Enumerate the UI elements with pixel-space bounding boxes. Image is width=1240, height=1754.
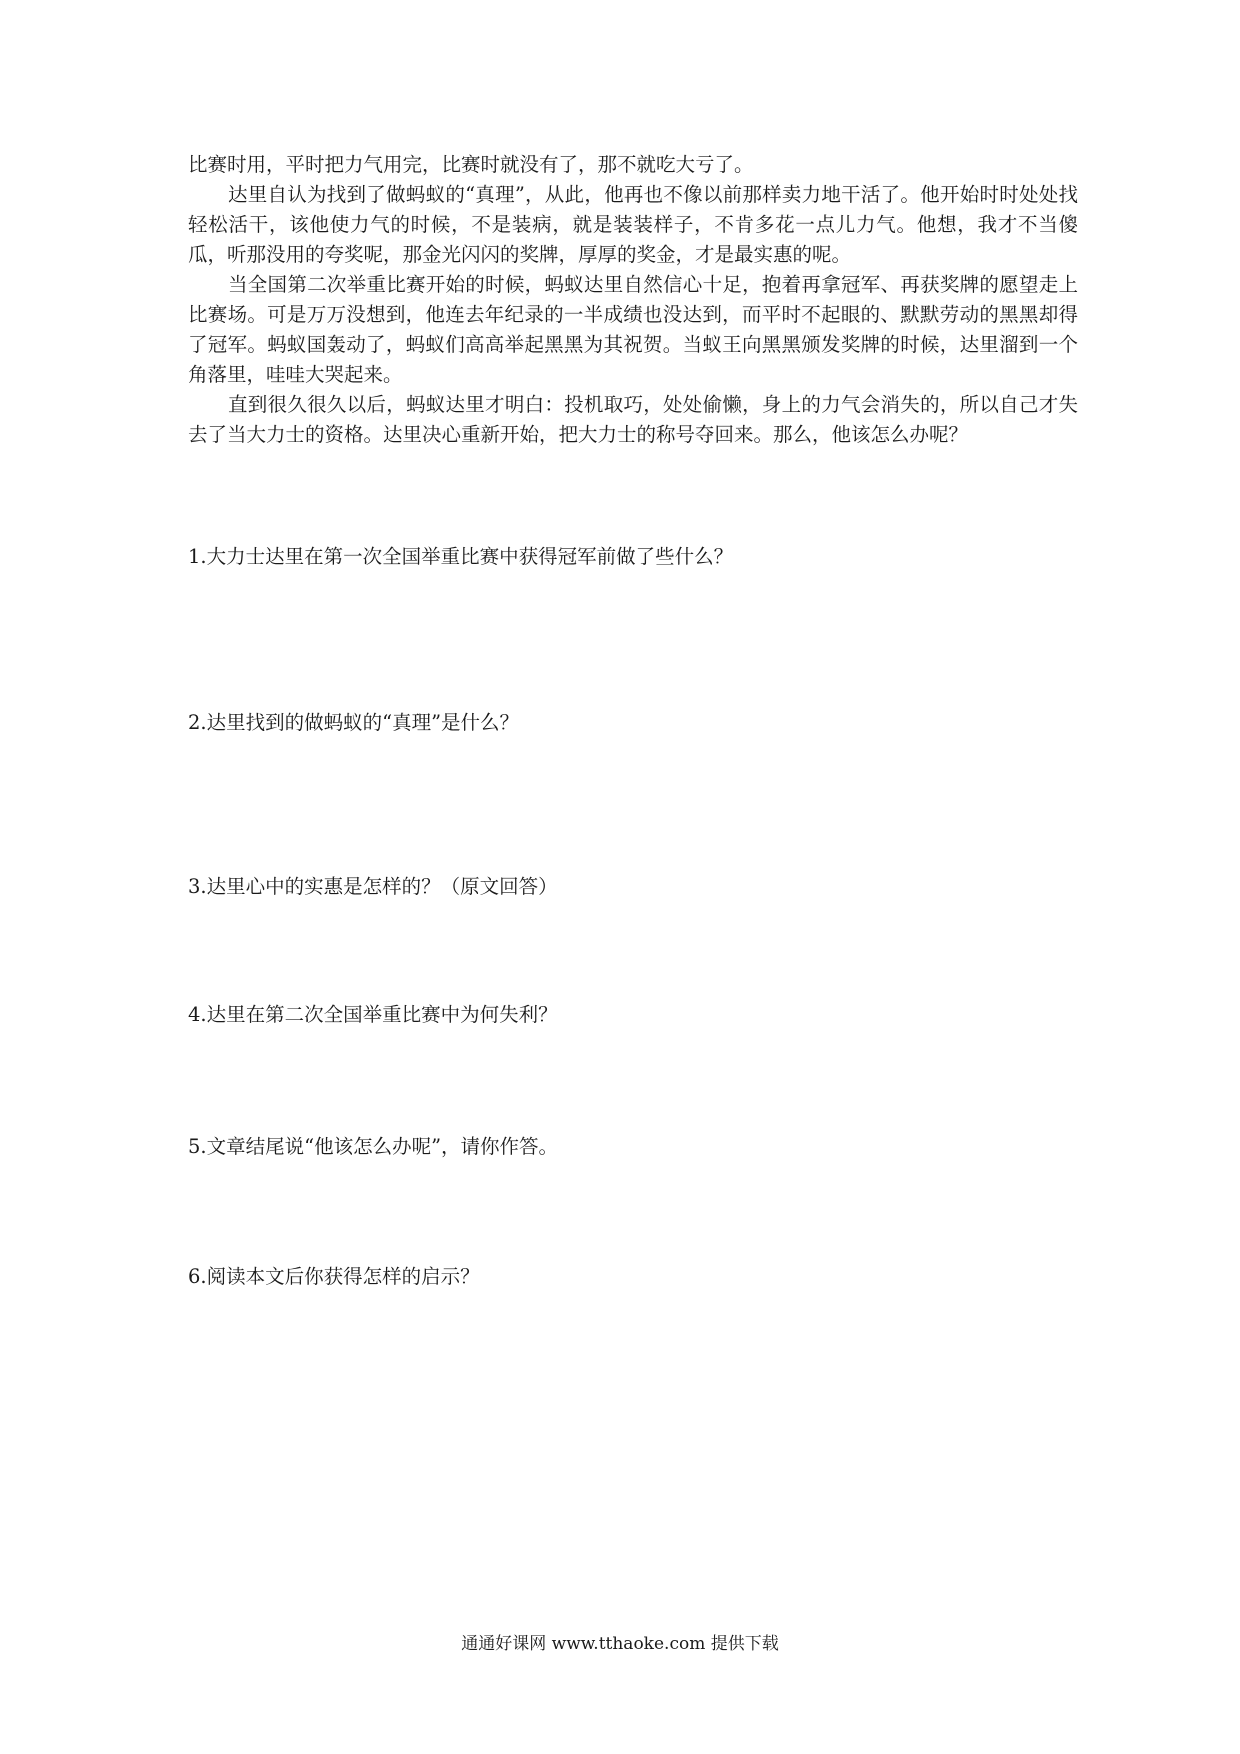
question-2: 2.达里找到的做蚂蚁的“真理”是什么？: [188, 711, 520, 734]
question-1: 1.大力士达里在第一次全国举重比赛中获得冠军前做了些什么？: [188, 545, 734, 568]
page-footer: 通通好课网 www.tthaoke.com 提供下载: [461, 1634, 779, 1654]
passage-paragraph-1: 比赛时用，平时把力气用完，比赛时就没有了，那不就吃大亏了。: [188, 153, 754, 176]
reading-passage: [188, 150, 1078, 450]
question-6: 6.阅读本文后你获得怎样的启示？: [188, 1265, 480, 1288]
passage-paragraph-4: 直到很久很久以后，蚂蚁达里才明白：投机取巧，处处偷懒，身上的力气会消失的，所以自己才失去了当大力士的资格。达里决心重新开始，把大力士的称号夺回来。那么，他该怎么办呢？: [188, 393, 1078, 446]
question-4: 4.达里在第二次全国举重比赛中为何失利？: [188, 1003, 558, 1026]
passage-paragraph-3: 当全国第二次举重比赛开始的时候，蚂蚁达里自然信心十足，抱着再拿冠军、再获奖牌的愿望走上比赛场。可是万万没想到，他连去年纪录的一半成绩也没达到，而平时不起眼的、默默劳动的黑黑却得了冠军。蚂蚁国轰动了，蚂蚁们高高举起黑黑为其祝贺。当蚁王向黑黑颁发奖牌的时候，达里溜到一个角落里，哇哇大哭起来。: [188, 273, 1078, 386]
question-3: 3.达里心中的实惠是怎样的？（原文回答）: [188, 875, 558, 898]
passage-paragraph-2: 达里自认为找到了做蚂蚁的“真理”，从此，他再也不像以前那样卖力地干活了。他开始时时处处找轻松活干，该他使力气的时候，不是装病，就是装装样子，不肯多花一点儿力气。他想，我才不当傻瓜，听那没用的夸奖呢，那金光闪闪的奖牌，厚厚的奖金，才是最实惠的呢。: [188, 183, 1078, 266]
question-5: 5.文章结尾说“他该怎么办呢”，请你作答。: [188, 1135, 559, 1158]
